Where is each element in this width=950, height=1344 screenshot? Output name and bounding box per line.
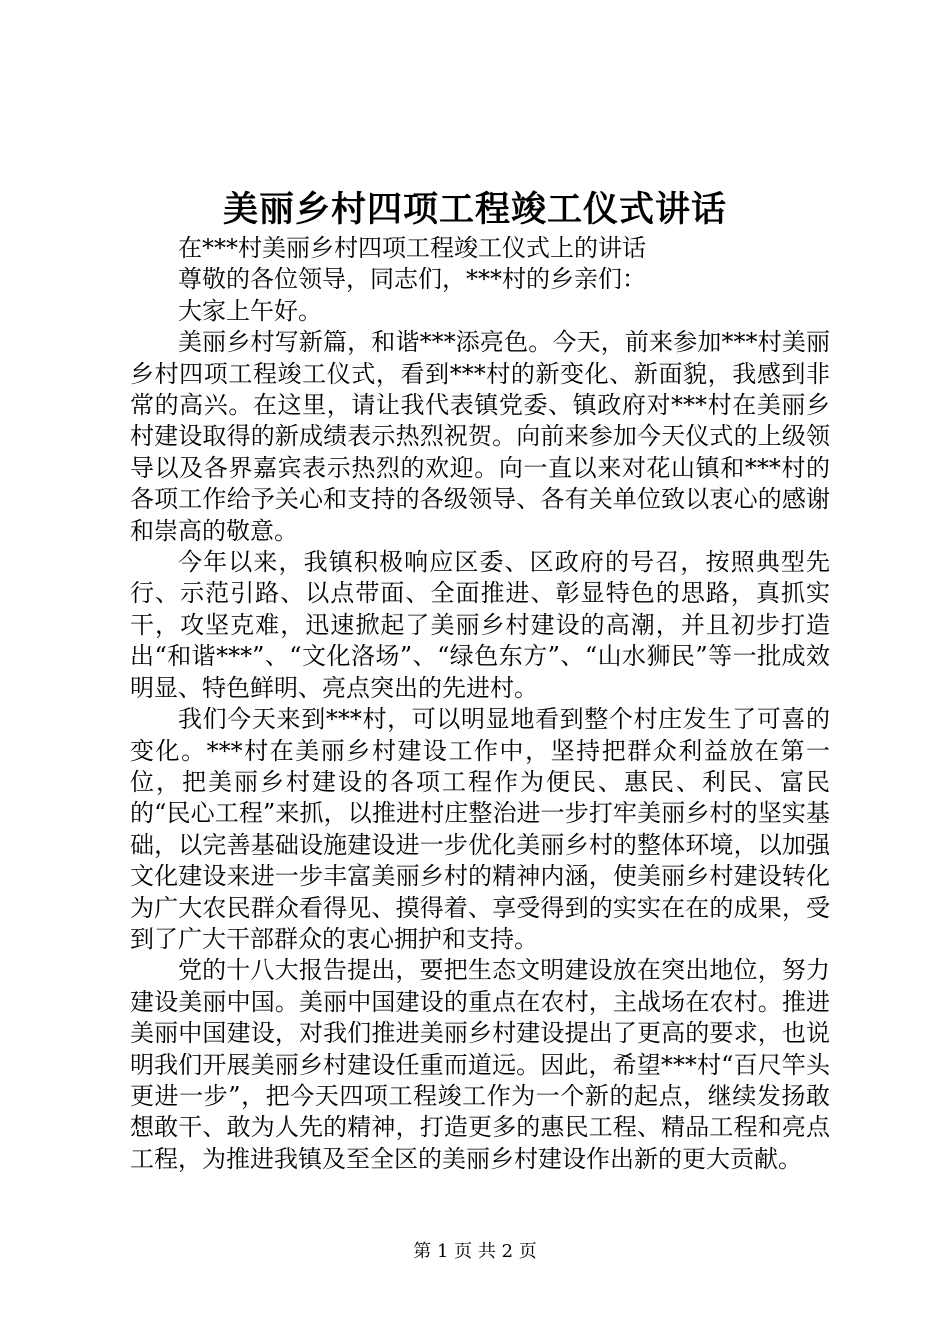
document-title: 美丽乡村四项工程竣工仪式讲话 xyxy=(222,189,727,230)
body-paragraph: 我们今天来到***村，可以明显地看到整个村庄发生了可喜的变化。***村在美丽乡村建设工作中，坚持把群众利益放在第一位，把美丽乡村建设的各项工程作为便民、惠民、利民、富民的“民心工程”来抓，以推进村庄整治进一步打牢美丽乡村的坚实基础，以完善基础设施建设进一步优化美丽乡村的整体环境，以加强文化建设来进一步丰富美丽乡村的精神内涵，使美丽乡村建设转化为广大农民群众看得见、摸得着、享受得到的实实在在的成果，受到了广大干部群众的衷心拥护和支持。 xyxy=(130,705,830,953)
body-paragraph: 美丽乡村写新篇，和谐***添亮色。今天，前来参加***村美丽乡村四项工程竣工仪式，看到***村的新变化、新面貌，我感到非常的高兴。在这里，请让我代表镇党委、镇政府对***村在美丽乡村建设取得的新成绩表示热烈祝贺。向前来参加今天仪式的上级领导以及各界嘉宾表示热烈的欢迎。向一直以来对花山镇和***村的各项工作给予关心和支持的各级领导、各有关单位致以衷心的感谢和崇高的敬意。 xyxy=(130,328,830,545)
page-footer: 第 1 页 共 2 页 xyxy=(413,1241,537,1262)
greeting: 大家上午好。 xyxy=(178,296,322,325)
salutation: 尊敬的各位领导，同志们，***村的乡亲们： xyxy=(178,265,646,294)
body-paragraph: 党的十八大报告提出，要把生态文明建设放在突出地位，努力建设美丽中国。美丽中国建设的重点在农村，主战场在农村。推进美丽中国建设，对我们推进美丽乡村建设提出了更高的要求，也说明我们开展美丽乡村建设任重而道远。因此，希望***村“百尺竿头更进一步”，把今天四项工程竣工作为一个新的起点，继续发扬敢想敢干、敢为人先的精神，打造更多的惠民工程、精品工程和亮点工程，为推进我镇及至全区的美丽乡村建设作出新的更大贡献。 xyxy=(130,956,830,1173)
document-body xyxy=(130,233,830,1175)
speech-heading: 在***村美丽乡村四项工程竣工仪式上的讲话 xyxy=(178,234,646,262)
body-paragraph: 今年以来，我镇积极响应区委、区政府的号召，按照典型先行、示范引路、以点带面、全面推进、彰显特色的思路，真抓实干，攻坚克难，迅速掀起了美丽乡村建设的高潮，并且初步打造出“和谐***”、“文化洛场”、“绿色东方”、“山水狮民”等一批成效明显、特色鲜明、亮点突出的先进村。 xyxy=(130,548,830,702)
